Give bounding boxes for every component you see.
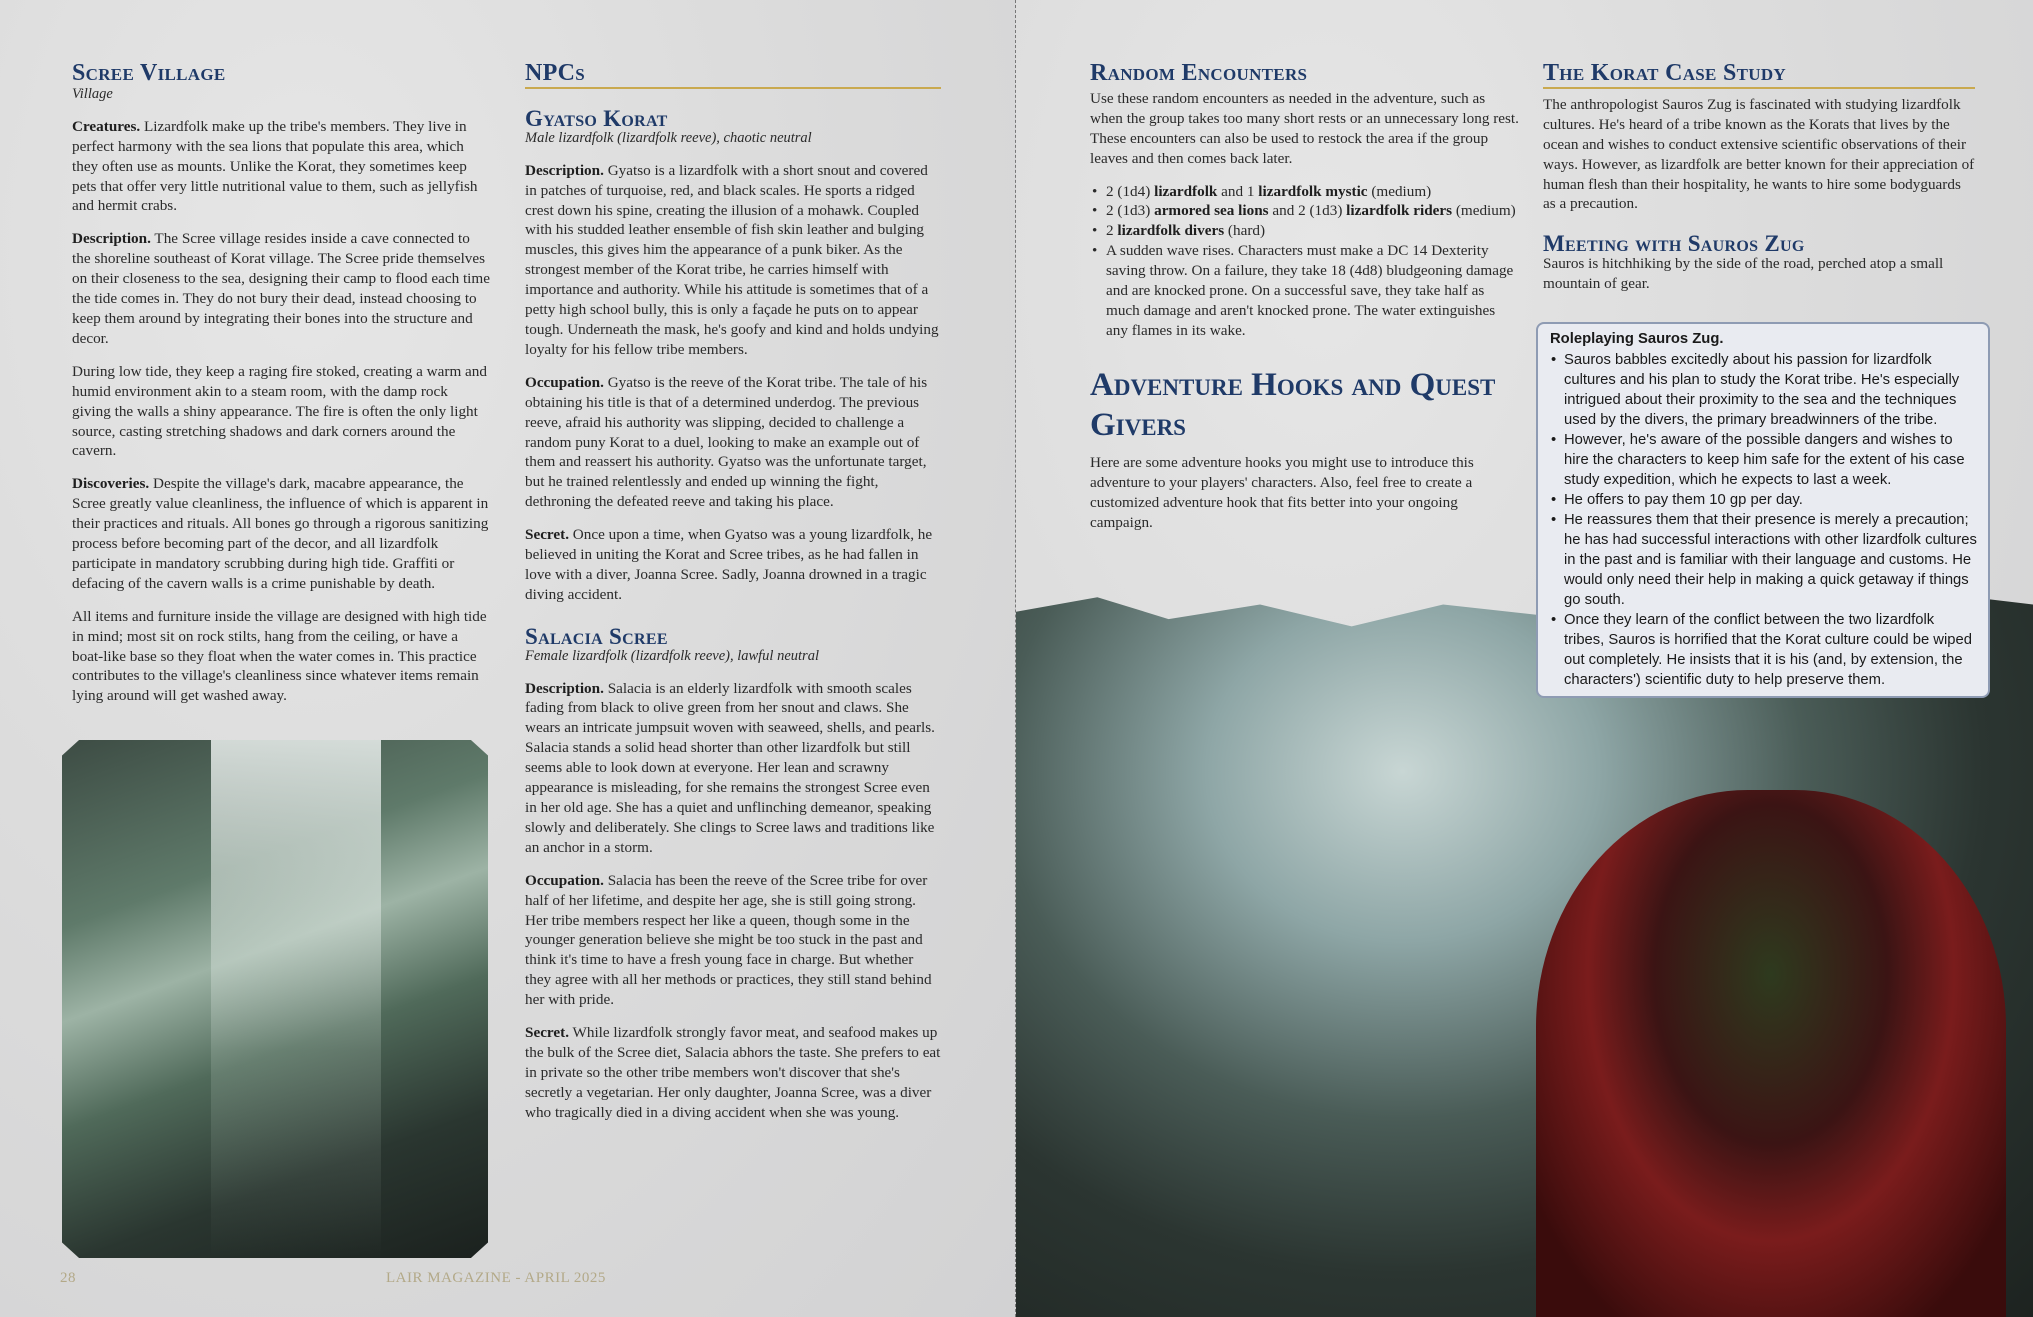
- gyatso-secret: [525, 525, 941, 605]
- hooded-lizardfolk-figure: [1536, 790, 2006, 1317]
- salacia-occupation: [525, 871, 941, 1010]
- meeting-text: Sauros is hitchhiking by the side of the road, perched atop a small mountain of gear.: [1543, 255, 1944, 293]
- salacia-secret-label: Secret.: [525, 1024, 569, 1042]
- korat-case-study-text: The anthropologist Sauros Zug is fascinated with studying lizardfolk cultures. He's heard of a tribe known as the Korats that lives by the ocean and wishes to conduct extensive scientific observations of their ways. However, as lizardfolk are better known for their appreciation of human flesh than their hospitality, he wants to hire some bodyguards as a precaution.: [1543, 95, 1975, 213]
- discoveries-label: Discoveries.: [72, 475, 150, 493]
- gyatso-secret-label: Secret.: [525, 526, 569, 544]
- npcs-column: [525, 60, 941, 1136]
- random-encounters-intro: Use these random encounters as needed in the adventure, such as when the group takes too many short rests or an unnecessary long rest. These encounters can also be used to restock the area if the group leaves and then comes back later.: [1090, 89, 1519, 167]
- gyatso-subtitle: Male lizardfolk (lizardfolk reeve), chaotic neutral: [525, 129, 812, 146]
- encounter-3-monster: lizardfolk divers: [1117, 222, 1225, 240]
- creatures-text: Lizardfolk make up the tribe's members. They live in perfect harmony with the sea lions that populate this area, which they often use as mounts. Unlike the Korat, they sometimes keep pets that offer very little nutritional value to them, such as jellyfish and hermit crabs.: [72, 117, 478, 215]
- encounter-3-difficulty: (hard): [1224, 222, 1266, 240]
- salacia-description-text: Salacia is an elderly lizardfolk with smooth scales fading from black to olive green from her snout and claws. She wears an intricate jumpsuit woven with seaweed, shells, and pearls. Salacia stands a solid head shorter than other lizardfolk but still seems able to look down at everyone. Her lean and scrawny appearance is misleading, for she remains the strongest Scree even in her old age. She has a quiet and unflinching demeanor, speaking slowly and deliberately. She clings to Scree laws and traditions like an anchor in a storm.: [525, 679, 935, 856]
- gyatso-name: Gyatso Korat: [525, 105, 668, 131]
- scree-village-column: [72, 60, 490, 719]
- gyatso-description: [525, 161, 941, 360]
- roleplaying-item: • Sauros babbles excitedly about his passion for lizardfolk cultures and his plan to study the Korat tribe. He's especially intrigued about their proximity to the sea and the techniques used by the divers, the primary breadwinners of the tribe.: [1550, 350, 1978, 430]
- roleplaying-item: • He reassures them that their presence is merely a precaution; he has had successful interactions with other lizardfolk cultures in the past and is familiar with their language and customs. He would only need their help in making a quick getaway if things go south.: [1550, 510, 1978, 610]
- encounter-list: [1090, 182, 1520, 341]
- salacia-occupation-text: Salacia has been the reeve of the Scree tribe for over half of her lifetime, and despite her age, she is still going strong. Her tribe members respect her like a queen, though some in the younger generation believe she might be too stuck in the past and think it's time to have a fresh young face in charge. But whether they agree with all her methods or practices, they still stand behind her with pride.: [525, 871, 932, 1009]
- encounter-1-difficulty: (medium): [1367, 182, 1432, 200]
- left-page: [0, 0, 1016, 1317]
- items-paragraph: All items and furniture inside the village are designed with high tide in mind; most sit on rock stilts, hang from the ceiling, or have a boat-like base so they float when the water comes in. This practice contributes to the village's cleanliness since whatever items remain lying around will get washed away.: [72, 607, 487, 705]
- page-number: 28: [60, 1270, 76, 1286]
- encounter-2-text2: and 2 (1d3): [1268, 202, 1347, 220]
- gyatso-occupation-label: Occupation.: [525, 373, 604, 391]
- korat-case-study-title: The Korat Case Study: [1543, 64, 1975, 89]
- salacia-subtitle: Female lizardfolk (lizardfolk reeve), lawful neutral: [525, 647, 819, 664]
- discoveries-text: Despite the village's dark, macabre appearance, the Scree greatly value cleanliness, the influence of which is apparent in their practices and rituals. All bones go through a rigorous sanitizing process before becoming part of the decor, and all lizardfolk participate in mandatory scrubbing during high tide. Graffiti or defacing of the cavern walls is a crime punishable by death.: [72, 475, 489, 592]
- roleplaying-item: • He offers to pay them 10 gp per day.: [1550, 490, 1978, 510]
- encounter-1-monster: lizardfolk: [1154, 182, 1218, 200]
- salacia-occupation-label: Occupation.: [525, 871, 604, 889]
- encounter-item: [1090, 182, 1520, 202]
- scree-village-title: Scree Village: [72, 60, 226, 86]
- encounter-item: [1090, 221, 1520, 241]
- encounter-1-monster2: lizardfolk mystic: [1258, 182, 1368, 200]
- salacia-description: [525, 679, 941, 858]
- encounter-item: • A sudden wave rises. Characters must make a DC 14 Dexterity saving throw. On a failure, they take 18 (4d8) bludgeoning damage and are knocked prone. On a successful save, they take half as much damage and aren't knocked prone. The water extinguishes any flames in its wake.: [1090, 241, 1520, 341]
- gyatso-occupation: [525, 373, 941, 512]
- adventure-hooks-title: Adventure Hooks and Quest Givers: [1090, 366, 1496, 443]
- description-text: The Scree village resides inside a cave connected to the shoreline southeast of Korat village. The Scree pride themselves on their closeness to the sea, designing their camp to flood each time the tide comes in. They do not bury their dead, instead choosing to keep them around by integrating their bones into the structure and decor.: [72, 230, 490, 347]
- encounter-item: [1090, 201, 1520, 221]
- creatures-label: Creatures.: [72, 117, 141, 135]
- npcs-title: NPCs: [525, 64, 941, 89]
- meeting-title: Meeting with Sauros Zug: [1543, 231, 1805, 257]
- description-label: Description.: [72, 230, 151, 248]
- discoveries-paragraph: [72, 474, 490, 593]
- gyatso-occupation-text: Gyatso is the reeve of the Korat tribe. The tale of his obtaining his title is that of a determined underdog. The previous reeve, afraid his authority was slipping, decided to challenge a random puny Korat to a duel, looking to make an example out of them and reassert his authority. Gyatso was the unfortunate target, but he trained relentlessly and ended up winning the fight, dethroning the defeated reeve and taking his place.: [525, 373, 928, 511]
- gyatso-secret-text: Once upon a time, when Gyatso was a young lizardfolk, he believed in uniting the Korat and Scree tribes, as he had fallen in love with a diver, Joanna Scree. Sadly, Joanna drowned in a tragic diving accident.: [525, 526, 933, 603]
- encounter-2-text: 2 (1d3): [1106, 202, 1155, 220]
- salacia-name: Salacia Scree: [525, 623, 668, 649]
- adventure-hooks-text: Here are some adventure hooks you might use to introduce this adventure to your players' characters. Also, feel free to create a customized adventure hook that fits better into your ongoing campaign.: [1090, 453, 1474, 531]
- salacia-description-label: Description.: [525, 679, 604, 697]
- salacia-secret: [525, 1023, 941, 1123]
- roleplaying-sidebar: [1536, 322, 1990, 698]
- encounter-2-difficulty: (medium): [1452, 202, 1516, 220]
- encounter-2-monster: armored sea lions: [1154, 202, 1269, 220]
- low-tide-paragraph: During low tide, they keep a raging fire stoked, creating a warm and humid environment akin to a steam room, with the damp rock giving the walls a shiny appearance. The fire is often the only light source, casting stretching shadows and dark corners around the cavern.: [72, 362, 487, 460]
- roleplaying-title: Roleplaying Sauros Zug.: [1550, 331, 1724, 347]
- cave-illustration: [62, 740, 488, 1258]
- case-study-column: [1543, 60, 1975, 307]
- magazine-footer: LAIR MAGAZINE - APRIL 2025: [386, 1270, 606, 1286]
- roleplaying-item: • However, he's aware of the possible dangers and wishes to hire the characters to keep him safe for the extent of his case study expedition, which he expects to last a week.: [1550, 430, 1978, 490]
- roleplaying-list: [1550, 350, 1978, 690]
- encounter-3-text: 2: [1106, 222, 1118, 240]
- encounters-column: [1090, 60, 1520, 545]
- salacia-secret-text: While lizardfolk strongly favor meat, and seafood makes up the bulk of the Scree diet, Salacia abhors the taste. She prefers to eat in private so the other tribe members won't discover that she's secretly a vegetarian. Her only daughter, Joanna Scree, was a diver who tragically died in a diving accident when she was young.: [525, 1024, 941, 1121]
- gyatso-description-label: Description.: [525, 161, 604, 179]
- gyatso-description-text: Gyatso is a lizardfolk with a short snout and covered in patches of turquoise, red, and black scales. He sports a ridged crest down his spine, creating the illusion of a mohawk. Coupled with his studded leather ensemble of fish skin leather and bulging muscles, this gives him the appearance of a punk biker. As the strongest member of the Korat tribe, he carries himself with importance and authority. While his attitude is sometimes that of a petty high school bully, this is only a façade he puts on to appear tough. Underneath the mask, he's goofy and kind and holds undying loyalty for his fellow tribe members.: [525, 161, 939, 358]
- description-paragraph: [72, 229, 490, 348]
- roleplaying-item: • Once they learn of the conflict between the two lizardfolk tribes, Sauros is horrified that the Korat culture could be wiped out completely. He insists that it is his (and, by extension, the characters') scientific duty to help preserve them.: [1550, 610, 1978, 690]
- random-encounters-title: Random Encounters: [1090, 60, 1308, 86]
- creatures-paragraph: [72, 117, 490, 217]
- encounter-1-text: 2 (1d4): [1106, 182, 1155, 200]
- encounter-1-text2: and 1: [1217, 182, 1259, 200]
- encounter-2-monster2: lizardfolk riders: [1346, 202, 1453, 220]
- scree-village-subtitle: Village: [72, 85, 113, 102]
